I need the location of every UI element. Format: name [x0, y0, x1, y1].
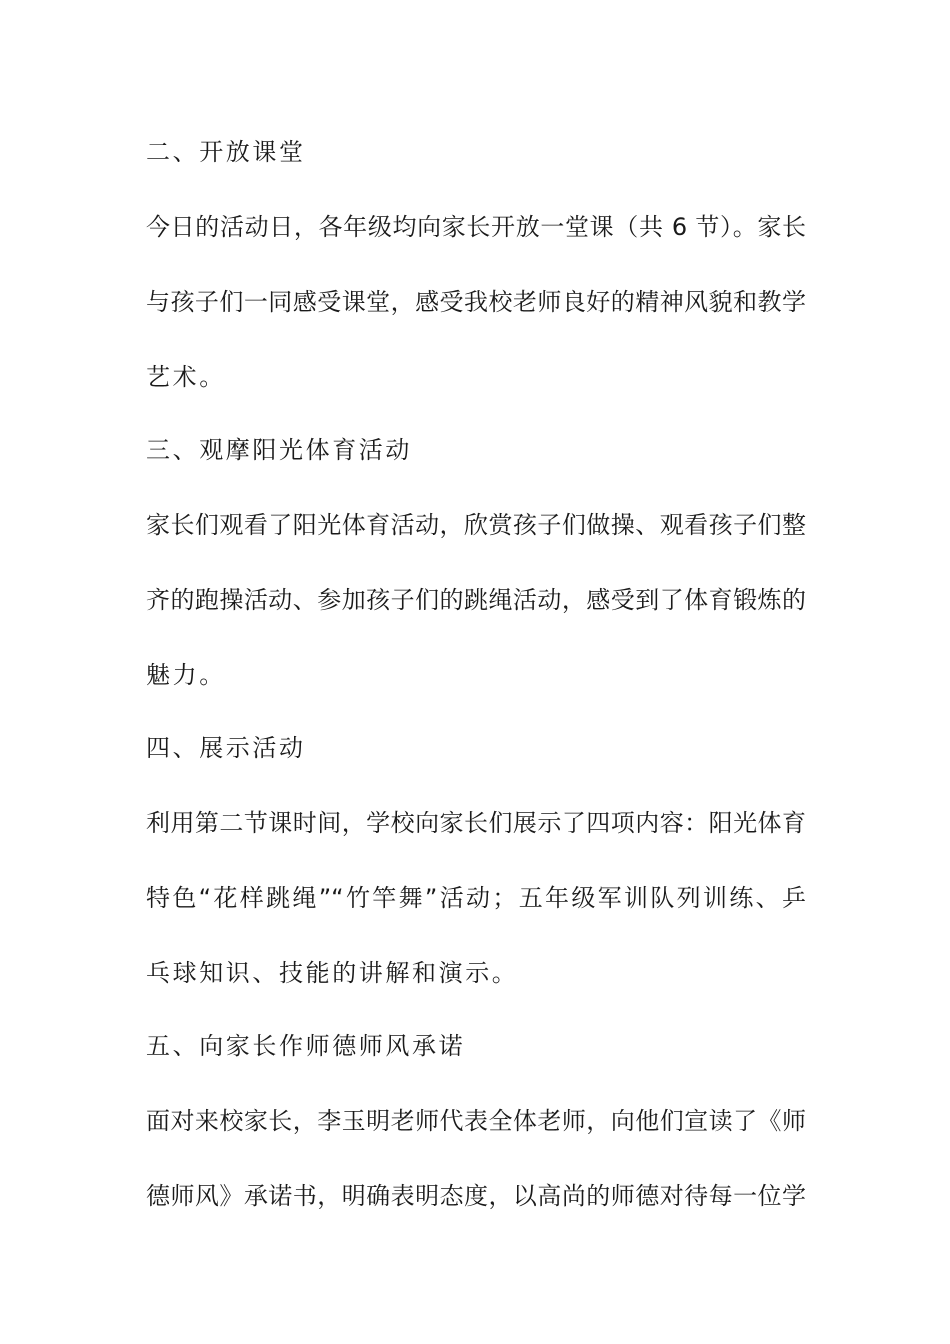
heading-sunshine-sports: 三、观摩阳光体育活动 — [146, 436, 412, 464]
paragraph-line: 与孩子们一同感受课堂，感受我校老师良好的精神风貌和教学 — [146, 288, 806, 316]
paragraph-line: 魅力。 — [146, 661, 226, 689]
paragraph-line: 家长们观看了阳光体育活动，欣赏孩子们做操、观看孩子们整 — [146, 511, 806, 539]
paragraph-line: 今日的活动日，各年级均向家长开放一堂课（共 6 节）。家长 — [146, 213, 806, 241]
paragraph-line: 利用第二节课时间，学校向家长们展示了四项内容：阳光体育 — [146, 809, 806, 837]
paragraph-line: 齐的跑操活动、参加孩子们的跳绳活动，感受到了体育锻炼的 — [146, 586, 806, 614]
paragraph-line: 德师风》承诺书，明确表明态度，以高尚的师德对待每一位学 — [146, 1182, 806, 1210]
paragraph-line: 乓球知识、技能的讲解和演示。 — [146, 959, 519, 987]
paragraph-line: 艺术。 — [146, 363, 226, 391]
heading-open-classroom: 二、开放课堂 — [146, 138, 306, 166]
heading-showcase-activities: 四、展示活动 — [146, 734, 306, 762]
heading-teacher-ethics-pledge: 五、向家长作师德师风承诺 — [146, 1032, 466, 1060]
paragraph-line: 特色“花样跳绳”“竹竿舞”活动；五年级军训队列训练、乒 — [146, 884, 806, 912]
paragraph-line: 面对来校家长，李玉明老师代表全体老师，向他们宣读了《师 — [146, 1107, 806, 1135]
